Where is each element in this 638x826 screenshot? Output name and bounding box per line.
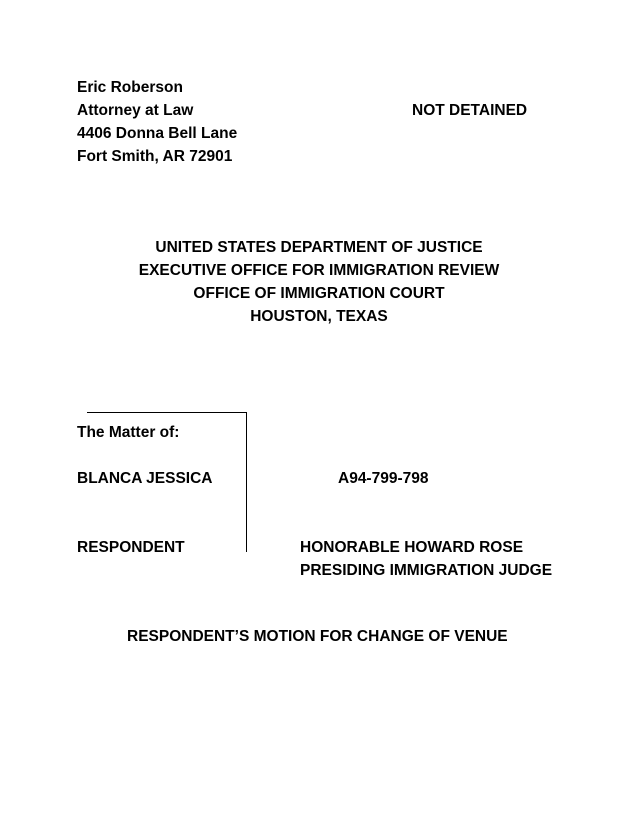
alien-number: A94-799-798 (338, 470, 429, 487)
court-header-line2: EXECUTIVE OFFICE FOR IMMIGRATION REVIEW (138, 262, 500, 279)
judge-title: PRESIDING IMMIGRATION JUDGE (300, 562, 553, 579)
detention-status: NOT DETAINED (412, 102, 528, 119)
attorney-title: Attorney at Law (77, 102, 194, 119)
caption-top-rule (87, 412, 246, 413)
attorney-name: Eric Roberson (77, 79, 183, 96)
caption-divider-rule (246, 412, 247, 552)
court-header-line3: OFFICE OF IMMIGRATION COURT (193, 285, 445, 302)
court-header-line4: HOUSTON, TEXAS (250, 308, 388, 325)
attorney-street: 4406 Donna Bell Lane (77, 125, 238, 142)
court-header-line1: UNITED STATES DEPARTMENT OF JUSTICE (155, 239, 483, 256)
respondent-name: BLANCA JESSICA (77, 470, 213, 487)
respondent-label: RESPONDENT (77, 539, 185, 556)
motion-title: RESPONDENT’S MOTION FOR CHANGE OF VENUE (127, 628, 508, 645)
judge-name: HONORABLE HOWARD ROSE (300, 539, 524, 556)
attorney-city: Fort Smith, AR 72901 (77, 148, 233, 165)
matter-label: The Matter of: (77, 424, 180, 441)
